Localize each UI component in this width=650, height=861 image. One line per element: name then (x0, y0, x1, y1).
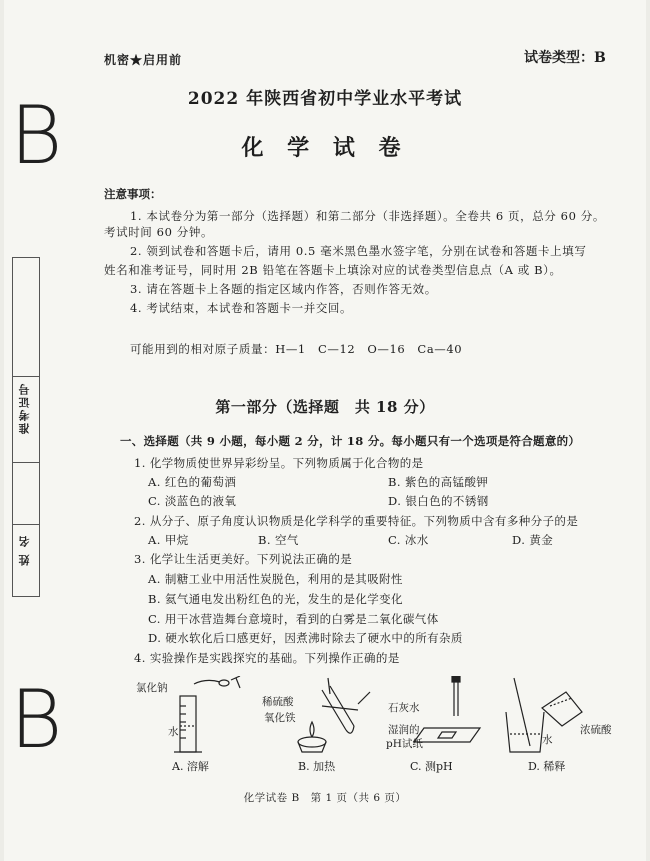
question-1-stem: 1. 化学物质使世界异彩纷呈。下列物质属于化合物的是 (134, 456, 424, 470)
paper-type-big-letter-top: B (10, 89, 63, 182)
question-2-option-b: B. 空气 (258, 533, 299, 547)
figure-d-dilution (500, 676, 640, 756)
question-2-option-c: C. 冰水 (388, 533, 429, 547)
note-line: 2. 领到试卷和答题卡后，请用 0.5 毫米黑色墨水签字笔，分别在试卷和答题卡上填写 (130, 244, 587, 258)
question-3-stem: 3. 化学让生活更美好。下列说法正确的是 (134, 552, 353, 566)
question-3-option-d: D. 硬水软化后口感更好，因煮沸时除去了硬水中的所有杂质 (148, 631, 463, 645)
note-line: 3. 请在答题卡上各题的指定区域内作答，否则作答无效。 (130, 282, 437, 296)
figure-b-caption: B. 加热 (298, 760, 336, 773)
secret-label: 机密★启用前 (104, 53, 183, 67)
paper-type-big-letter-bottom: B (10, 673, 63, 766)
panel-divider (13, 524, 39, 525)
note-line: 考试时间 60 分钟。 (104, 225, 214, 239)
figure-a-dissolving (136, 676, 246, 756)
question-2-option-d: D. 黄金 (512, 533, 554, 547)
candidate-name-label: 姓 名 (18, 534, 31, 566)
subject-title: 化 学 试 卷 (241, 135, 409, 161)
beaker-dilution-icon (500, 676, 640, 756)
part-one-title: 第一部分（选择题 共 18 分） (215, 398, 435, 416)
question-1-option-c: C. 淡蓝色的液氧 (148, 494, 237, 508)
figure-d-label-1: 水 (542, 734, 553, 746)
figure-b-heating (262, 676, 372, 756)
figure-d-caption: D. 稀释 (528, 760, 566, 773)
exam-id-label: 准考证号 (18, 382, 31, 434)
figure-a-caption: A. 溶解 (172, 760, 209, 773)
question-3-option-b: B. 氦气通电发出粉红色的光，发生的是化学变化 (148, 592, 403, 606)
question-4-stem: 4. 实验操作是实践探究的基础。下列操作正确的是 (134, 651, 400, 665)
figure-b-label-1: 稀硫酸 (262, 696, 294, 708)
question-2-option-a: A. 甲烷 (148, 533, 189, 547)
figure-c-ph-test (384, 676, 494, 756)
question-2-stem: 2. 从分子、原子角度认识物质是化学科学的重要特征。下列物质中含有多种分子的是 (134, 514, 579, 528)
question-1-option-a: A. 红色的葡萄酒 (148, 475, 237, 489)
figure-b-label-2: 氧化铁 (264, 712, 296, 724)
figure-c-label-1: 石灰水 (388, 702, 420, 714)
note-line: 姓名和准考证号，同时用 2B 铅笔在答题卡上填涂对应的试卷类型信息点（A 或 B）。 (104, 263, 562, 277)
figure-c-caption: C. 测pH (410, 760, 453, 773)
figure-c-label-3: pH试纸 (386, 738, 423, 750)
section-instructions: 一、选择题（共 9 小题，每小题 2 分，计 18 分。每小题只有一个选项是符合题意的） (120, 434, 581, 448)
panel-divider (13, 462, 39, 463)
figure-a-label-2: 水 (168, 726, 179, 738)
question-1-option-d: D. 银白色的不锈钢 (388, 494, 489, 508)
page-footer: 化学试卷 B 第 1 页（共 6 页） (243, 792, 407, 804)
note-line: 1. 本试卷分为第一部分（选择题）和第二部分（非选择题）。全卷共 6 页，总分 60 分。 (130, 209, 605, 223)
candidate-info-panel (12, 257, 40, 597)
question-3-option-a: A. 制糖工业中用活性炭脱色，利用的是其吸附性 (148, 572, 403, 586)
note-line: 4. 考试结束，本试卷和答题卡一并交回。 (130, 301, 353, 315)
figure-a-label-1: 氯化钠 (136, 682, 168, 694)
question-1-option-b: B. 紫色的高锰酸钾 (388, 475, 489, 489)
atomic-mass-line: 可能用到的相对原子质量：H—1 C—12 O—16 Ca—40 (130, 342, 463, 356)
panel-divider (13, 376, 39, 377)
notes-title: 注意事项： (104, 187, 162, 201)
exam-title: 2022 年陕西省初中学业水平考试 (187, 89, 463, 109)
question-3-option-c: C. 用干冰营造舞台意境时，看到的白雾是二氧化碳气体 (148, 612, 439, 626)
paper-type-label: 试卷类型：B (524, 50, 606, 66)
figure-c-label-2: 湿润的 (388, 724, 420, 736)
figure-d-label-2: 浓硫酸 (580, 724, 612, 736)
